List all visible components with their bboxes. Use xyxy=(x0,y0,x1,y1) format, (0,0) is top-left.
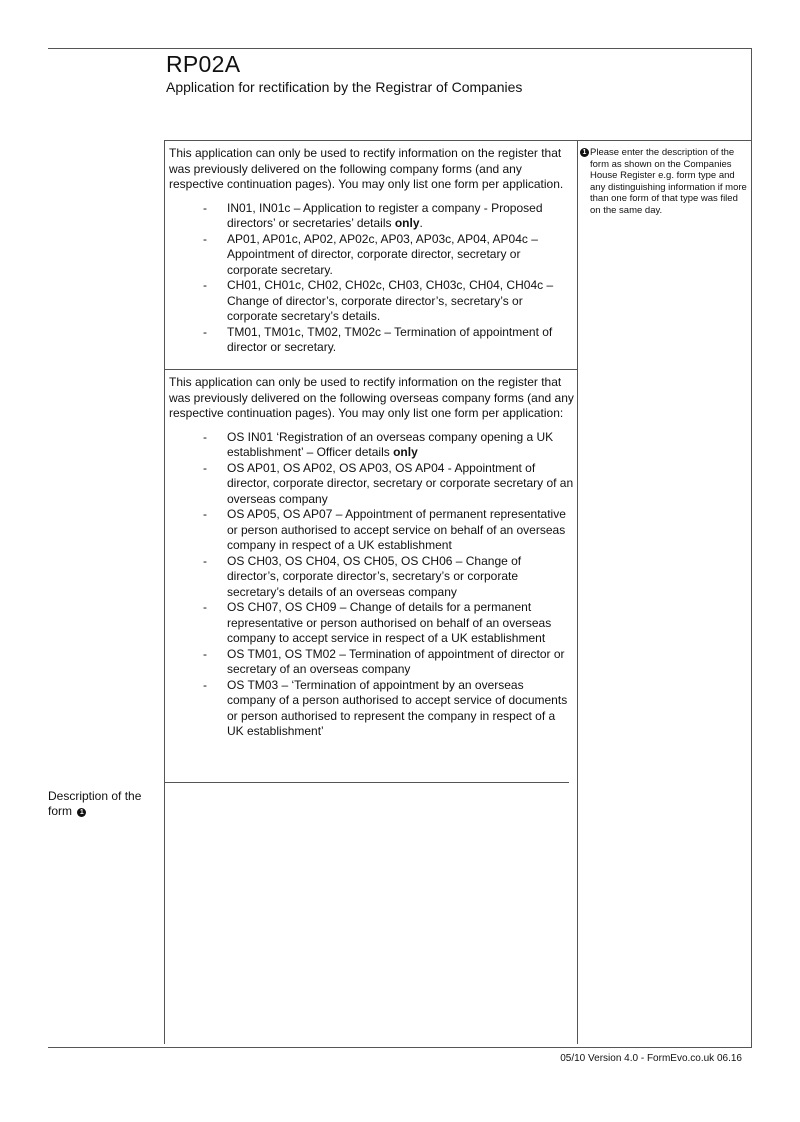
section-uk-intro: This application can only be used to rectify information on the register that was previously delivered on the following company forms (and any respective continuation pages). You may only list one form per application. xyxy=(169,146,564,191)
section-overseas xyxy=(169,375,575,740)
section-overseas-bottom-rule xyxy=(164,782,569,783)
list-item-text: OS TM01, OS TM02 – Termination of appointment of director or secretary of an overseas company xyxy=(227,646,565,676)
section-overseas-intro: This application can only be used to rectify information on the register that was previously delivered on the following overseas company forms (and any respective continuation pages). You may only list one form per application: xyxy=(169,375,574,420)
description-label xyxy=(48,789,148,819)
list-item-text: OS CH03, OS CH04, OS CH05, OS CH06 – Change of director’s, corporate director’s, secretary’s or corporate secretary’s details of an overseas company xyxy=(227,553,522,599)
list-dash: - xyxy=(203,429,207,444)
list-dash: - xyxy=(203,231,207,246)
list-dash: - xyxy=(203,553,207,568)
overseas-form-list-item xyxy=(169,554,575,601)
list-item-emphasis: only xyxy=(394,216,420,230)
list-dash: - xyxy=(203,278,207,292)
list-item-text: AP01, AP01c, AP02, AP02c, AP03, AP03c, AP04, AP04c – Appointment of director, corporate director, secretary or corporate secretary. xyxy=(227,231,538,277)
list-dash: - xyxy=(203,600,207,614)
list-dash: - xyxy=(203,507,207,521)
guidance-note-text: Please enter the description of the form as shown on the Companies House Register e.g. form type and any distinguishing information if more than one form of that type was filed on the same day. xyxy=(590,147,747,216)
list-item-text: OS TM03 – ‘Termination of appointment by an overseas company of a person authorised to accept service of documents or person authorised to represent the company in respect of a UK establishment’ xyxy=(227,677,568,738)
footer-version: 05/10 Version 4.0 - FormEvo.co.uk 06.16 xyxy=(560,1053,742,1064)
overseas-form-list-item xyxy=(169,678,575,740)
list-dash: - xyxy=(203,460,207,475)
uk-form-list-item xyxy=(169,278,569,325)
uk-form-list-item xyxy=(169,232,569,279)
note-top-rule xyxy=(577,140,751,141)
overseas-form-list-item xyxy=(169,600,575,647)
overseas-form-list-item xyxy=(169,461,575,508)
list-dash: - xyxy=(203,200,207,215)
bottom-rule xyxy=(48,1047,752,1048)
list-item-text: IN01, IN01c – Application to register a company - Proposed directors’ or secretaries’ details xyxy=(227,200,543,230)
list-item-text: CH01, CH01c, CH02, CH02c, CH03, CH03c, CH04, CH04c – Change of director’s, corporate director’s, secretary’s or corporate secretary’s details. xyxy=(227,278,554,323)
note-number-icon: 1 xyxy=(580,148,589,157)
section-uk-top-rule xyxy=(164,140,577,141)
form-title: Application for rectification by the Registrar of Companies xyxy=(166,79,523,95)
top-rule xyxy=(48,48,752,49)
list-dash: - xyxy=(203,646,207,661)
uk-form-list-item xyxy=(169,201,569,232)
overseas-form-list-item xyxy=(169,507,575,554)
list-item-emphasis: only xyxy=(393,445,418,459)
uk-form-list-item xyxy=(169,325,569,356)
list-item-text: OS AP01, OS AP02, OS AP03, OS AP04 - Appointment of director, corporate director, secretary or corporate secretary of an overseas company xyxy=(227,460,574,506)
list-dash: - xyxy=(203,677,207,692)
form-code: RP02A xyxy=(166,51,241,77)
list-item-text: OS IN01 ‘Registration of an overseas company opening a UK establishment’ – Officer details xyxy=(227,429,554,459)
section-divider-rule xyxy=(164,369,577,370)
list-dash: - xyxy=(203,324,207,339)
description-of-the-form-field[interactable] xyxy=(165,785,576,1044)
list-item-text: TM01, TM01c, TM02, TM02c – Termination of appointment of director or secretary. xyxy=(227,324,553,354)
description-label-text: Description of the form xyxy=(48,789,142,818)
section-uk xyxy=(169,146,569,356)
overseas-form-list-item xyxy=(169,647,575,678)
note-reference-icon: 1 xyxy=(77,808,86,817)
list-item-text: OS CH07, OS CH09 – Change of details for a permanent representative or person authorised on behalf of an overseas company to accept service in respect of a UK establishment xyxy=(227,600,552,645)
overseas-form-list-item xyxy=(169,430,575,461)
list-item-tail: . xyxy=(419,216,423,230)
list-item-text: OS AP05, OS AP07 – Appointment of permanent representative or person authorised to accept service on behalf of an overseas company in respect of a UK establishment xyxy=(227,507,566,552)
note-column-divider xyxy=(577,140,578,1044)
right-rule xyxy=(751,48,752,1047)
guidance-note xyxy=(580,147,750,216)
